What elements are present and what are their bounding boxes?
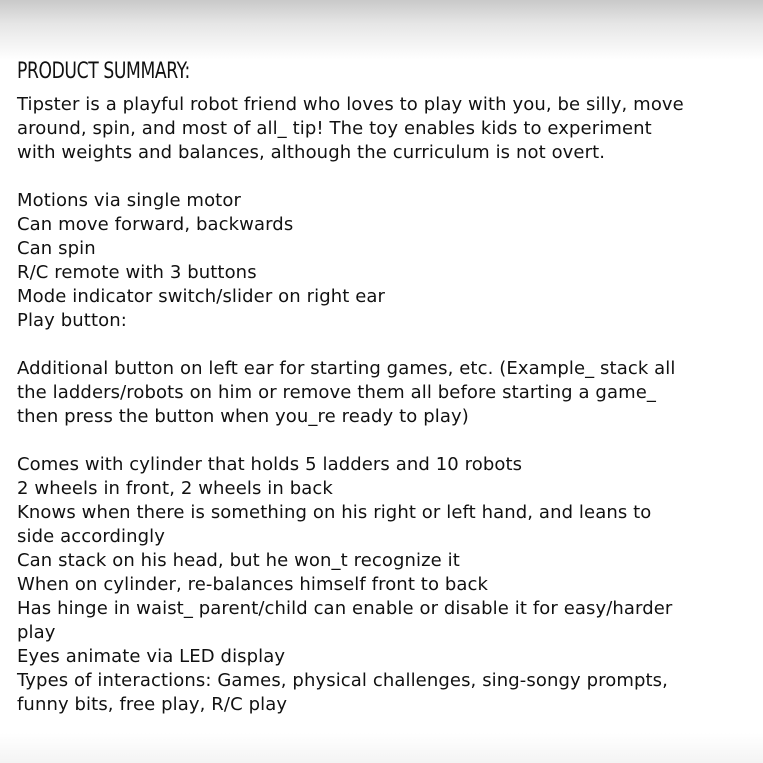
additional-button-paragraph xyxy=(17,357,752,429)
text-line: Additional button on left ear for starting games, etc. (Example_ stack all xyxy=(17,358,676,379)
text-line: Tipster is a playful robot friend who loves to play with you, be silly, move xyxy=(17,94,684,115)
list-item: Mode indicator switch/slider on right ear xyxy=(17,286,386,307)
list-item: Types of interactions: Games, physical challenges, sing-songy prompts, xyxy=(17,670,668,691)
bottom-shadow xyxy=(0,733,763,763)
text-line: then press the button when you_re ready to play) xyxy=(17,406,469,427)
list-item: Knows when there is something on his right or left hand, and leans to xyxy=(17,502,652,523)
product-summary-section xyxy=(17,58,752,741)
list-item: Play button: xyxy=(17,310,127,331)
list-item: 2 wheels in front, 2 wheels in back xyxy=(17,478,333,499)
list-item: side accordingly xyxy=(17,526,166,547)
description-paragraph xyxy=(17,93,752,165)
list-item: Eyes animate via LED display xyxy=(17,646,286,667)
list-item: Motions via single motor xyxy=(17,190,241,211)
list-item: Can move forward, backwards xyxy=(17,214,294,235)
text-line: around, spin, and most of all_ tip! The toy enables kids to experiment xyxy=(17,118,652,139)
list-item: Comes with cylinder that holds 5 ladders and 10 robots xyxy=(17,454,523,475)
text-line: the ladders/robots on him or remove them all before starting a game_ xyxy=(17,382,656,403)
list-item: Can stack on his head, but he won_t recognize it xyxy=(17,550,460,571)
section-heading: PRODUCT SUMMARY: xyxy=(17,59,190,84)
list-item: When on cylinder, re-balances himself front to back xyxy=(17,574,489,595)
details-list xyxy=(17,453,752,717)
features-list xyxy=(17,189,752,333)
list-item: Has hinge in waist_ parent/child can enable or disable it for easy/harder xyxy=(17,598,673,619)
text-line: with weights and balances, although the curriculum is not overt. xyxy=(17,142,606,163)
list-item: R/C remote with 3 buttons xyxy=(17,262,257,283)
list-item: funny bits, free play, R/C play xyxy=(17,694,288,715)
top-shadow xyxy=(0,0,763,60)
list-item: Can spin xyxy=(17,238,96,259)
list-item: play xyxy=(17,622,56,643)
